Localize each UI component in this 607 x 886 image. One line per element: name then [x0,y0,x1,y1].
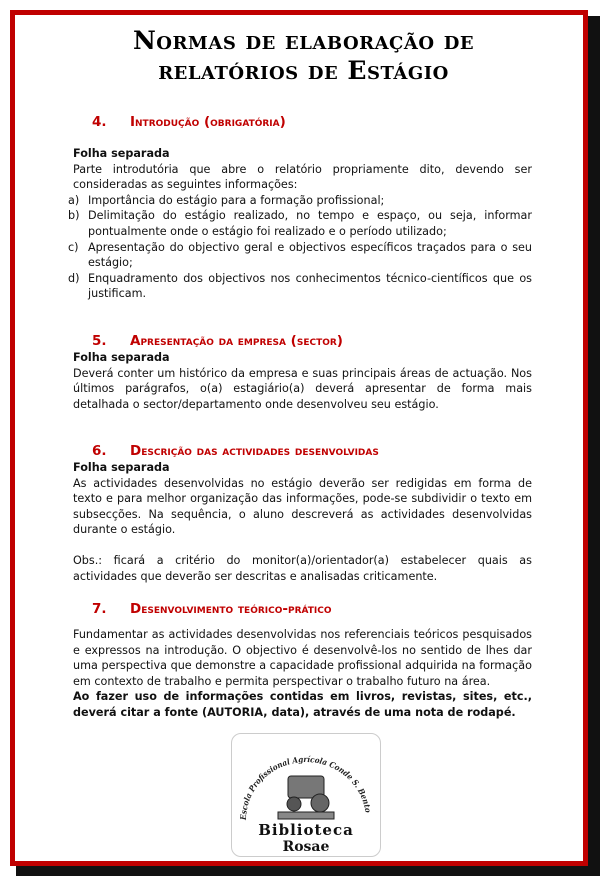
citation-note: Ao fazer uso de informações contidas em livros, revistas, sites, etc., deverá citar a fonte (AUTORIA, data), através de uma nota de rodapé. [73,690,532,719]
section-6-body [73,460,532,584]
list-text: Enquadramento dos objectivos nos conhecimentos técnico-científicos que os justificam. [88,271,532,301]
section-6-heading [92,443,379,459]
section-title: Desenvolvimento teórico-prático [130,601,332,617]
section-number: 4. [92,114,107,130]
section-4-heading [92,114,286,130]
section-7-body [73,627,532,721]
list-marker: b) [68,209,80,223]
subheading: Folha separada [73,461,170,474]
section-7-heading [92,601,332,617]
list-item [68,240,532,271]
paragraph: Fundamentar as actividades desenvolvidas nos referenciais teóricos pesquisados e expressos na introdução. O objectivo é desenvolvê-los no sentido de lhes dar uma perspectiva que demonstre a capacidade profissional adquirida na formação em contexto de trabalho e permita perspectivar o trabalho futuro na área. [73,628,532,688]
list-text: Apresentação do objectivo geral e objectivos específicos traçados para o seu estágio; [88,240,532,270]
section-5-heading [92,333,343,349]
library-logo [231,733,381,857]
subheading: Folha separada [73,147,170,160]
section-number: 5. [92,333,107,349]
tractor-wheel-icon [311,794,329,812]
section-title: Descrição das actividades desenvolvidas [130,443,379,459]
section-number: 7. [92,601,107,617]
section-title: Apresentação da empresa (sector) [130,333,343,349]
section-4-body [68,146,532,302]
page-title-line-1: Normas de elaboração de [132,26,475,55]
list-text: Delimitação do estágio realizado, no tempo e espaço, ou seja, informar pontualmente onde o estágio foi realizado e o período utilizado; [88,209,532,238]
list-item [68,208,532,239]
paragraph: Deverá conter um histórico da empresa e suas principais áreas de actuação. Nos últimos parágrafos, o(a) estagiário(a) deverá apresentar de forma mais detalhada o sector/departamento onde desenvolveu seu estágio. [73,366,532,411]
section-number: 6. [92,443,107,459]
logo-line-2: Rosae [282,839,330,855]
list-item [68,193,532,209]
tractor-wheel-icon [287,797,301,811]
list-item [68,271,532,302]
page-title-line-2: relatórios de Estágio [158,56,449,85]
list-marker: d) [68,271,80,285]
book-icon [278,812,334,819]
logo-line-1: Biblioteca [258,821,354,839]
observation: Obs.: ficará a critério do monitor(a)/orientador(a) estabelecer quais as actividades que deverão ser descritas e analisadas criticamente. [73,553,532,583]
list-marker: a) [68,193,80,207]
paragraph: As actividades desenvolvidas no estágio deverão ser redigidas em forma de texto e para melhor organização das informações, pode-se subdividir o texto em subsecções. Na sequência, o aluno descreverá as actividades desenvolvidas durante o estágio. [73,476,532,537]
paragraph: Parte introdutória que abre o relatório propriamente dito, devendo ser consideradas as seguintes informações: [73,162,532,192]
list-text: Importância do estágio para a formação profissional; [88,193,385,207]
logo-arc-text: Escola Profissional Agrícola Conde S. Bento [237,753,374,821]
section-5-body [73,350,532,412]
list-marker: c) [68,240,79,254]
library-logo-graphic [232,734,380,856]
section-title: Introdução (obrigatória) [130,114,286,130]
subheading: Folha separada [73,351,170,364]
